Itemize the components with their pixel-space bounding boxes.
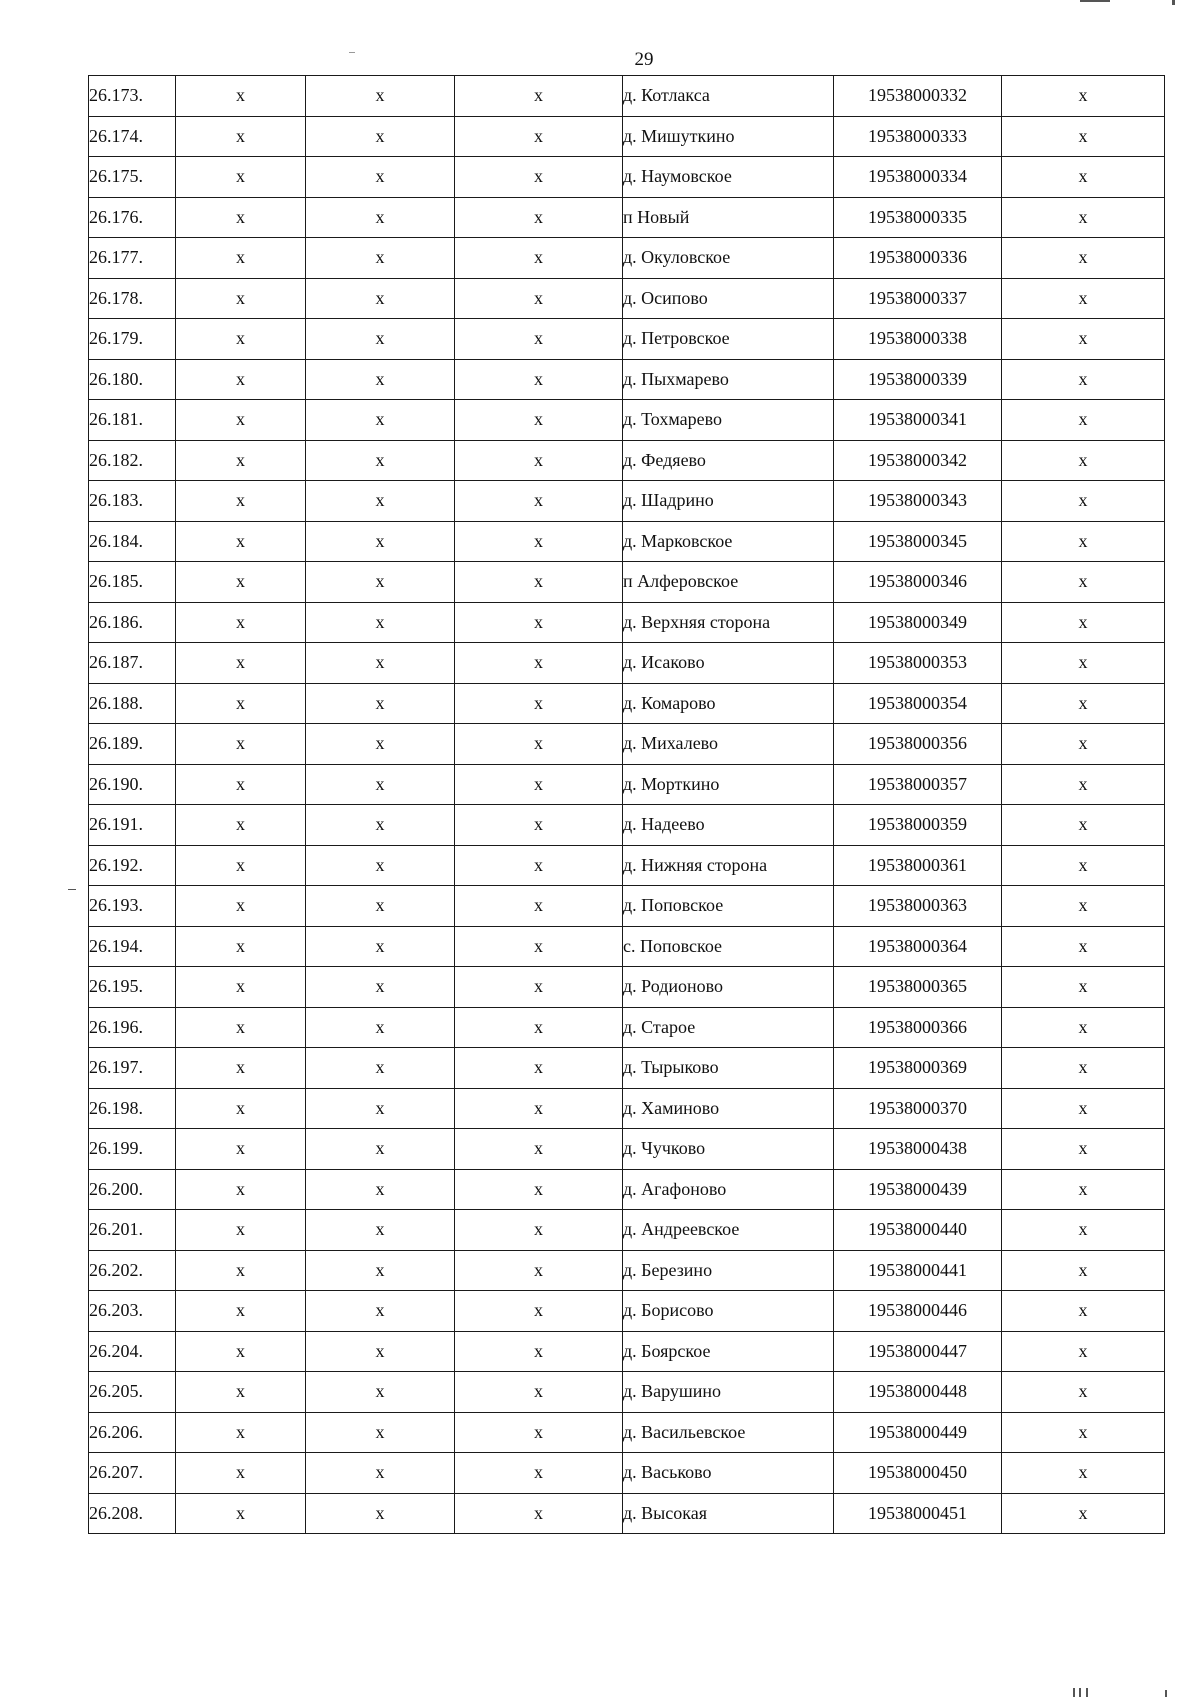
column-2-cell: x: [176, 319, 306, 360]
column-3-cell: x: [306, 886, 455, 927]
table-row: [89, 359, 1165, 400]
column-7-cell: x: [1002, 197, 1165, 238]
row-number-cell: 26.183.: [89, 481, 176, 522]
column-4-cell: x: [455, 521, 623, 562]
column-3-cell: x: [306, 238, 455, 279]
row-number-cell: 26.204.: [89, 1331, 176, 1372]
column-3-cell: x: [306, 278, 455, 319]
column-7-cell: x: [1002, 1331, 1165, 1372]
oktmo-code-cell: 19538000337: [834, 278, 1002, 319]
settlement-name-cell: д. Чучково: [623, 1129, 834, 1170]
column-4-cell: x: [455, 400, 623, 441]
settlement-name-cell: д. Родионово: [623, 967, 834, 1008]
settlement-name-cell: д. Осипово: [623, 278, 834, 319]
column-4-cell: x: [455, 481, 623, 522]
column-4-cell: x: [455, 926, 623, 967]
oktmo-code-cell: 19538000333: [834, 116, 1002, 157]
settlement-name-cell: д. Тырыково: [623, 1048, 834, 1089]
settlement-name-cell: д. Хаминово: [623, 1088, 834, 1129]
oktmo-code-cell: 19538000447: [834, 1331, 1002, 1372]
column-4-cell: x: [455, 724, 623, 765]
column-2-cell: x: [176, 562, 306, 603]
table-row: [89, 1210, 1165, 1251]
column-4-cell: x: [455, 1291, 623, 1332]
column-2-cell: x: [176, 1412, 306, 1453]
column-7-cell: x: [1002, 76, 1165, 117]
column-2-cell: x: [176, 1291, 306, 1332]
column-7-cell: x: [1002, 643, 1165, 684]
table-row: [89, 400, 1165, 441]
row-number-cell: 26.191.: [89, 805, 176, 846]
oktmo-code-cell: 19538000349: [834, 602, 1002, 643]
column-7-cell: x: [1002, 278, 1165, 319]
column-2-cell: x: [176, 926, 306, 967]
row-number-cell: 26.200.: [89, 1169, 176, 1210]
column-7-cell: x: [1002, 602, 1165, 643]
column-3-cell: x: [306, 197, 455, 238]
table-row: [89, 724, 1165, 765]
oktmo-code-cell: 19538000369: [834, 1048, 1002, 1089]
table-row: [89, 440, 1165, 481]
column-7-cell: x: [1002, 562, 1165, 603]
row-number-cell: 26.199.: [89, 1129, 176, 1170]
table-row: [89, 1331, 1165, 1372]
column-7-cell: x: [1002, 116, 1165, 157]
column-2-cell: x: [176, 683, 306, 724]
row-number-cell: 26.188.: [89, 683, 176, 724]
table-row: [89, 157, 1165, 198]
table-row: [89, 1129, 1165, 1170]
column-3-cell: x: [306, 926, 455, 967]
column-2-cell: x: [176, 643, 306, 684]
column-3-cell: x: [306, 764, 455, 805]
scan-artifact-top-center: [349, 52, 355, 53]
column-3-cell: x: [306, 1331, 455, 1372]
table-row: [89, 76, 1165, 117]
oktmo-code-cell: 19538000450: [834, 1453, 1002, 1494]
column-4-cell: x: [455, 805, 623, 846]
column-4-cell: x: [455, 238, 623, 279]
table-row: [89, 845, 1165, 886]
column-3-cell: x: [306, 157, 455, 198]
column-7-cell: x: [1002, 967, 1165, 1008]
column-3-cell: x: [306, 1250, 455, 1291]
column-3-cell: x: [306, 1372, 455, 1413]
oktmo-code-cell: 19538000451: [834, 1493, 1002, 1534]
oktmo-code-cell: 19538000438: [834, 1129, 1002, 1170]
scan-artifact-top-right: [1080, 0, 1110, 2]
table-row: [89, 683, 1165, 724]
row-number-cell: 26.195.: [89, 967, 176, 1008]
table-row: [89, 967, 1165, 1008]
column-2-cell: x: [176, 1250, 306, 1291]
oktmo-code-cell: 19538000441: [834, 1250, 1002, 1291]
row-number-cell: 26.187.: [89, 643, 176, 684]
column-3-cell: x: [306, 805, 455, 846]
oktmo-code-cell: 19538000370: [834, 1088, 1002, 1129]
scan-artifact-bottom-4: [1165, 1690, 1167, 1697]
column-4-cell: x: [455, 1210, 623, 1251]
table-row: [89, 1412, 1165, 1453]
table-row: [89, 238, 1165, 279]
column-2-cell: x: [176, 197, 306, 238]
settlement-name-cell: д. Агафоново: [623, 1169, 834, 1210]
settlement-name-cell: д. Березино: [623, 1250, 834, 1291]
oktmo-code-cell: 19538000335: [834, 197, 1002, 238]
oktmo-code-cell: 19538000361: [834, 845, 1002, 886]
column-7-cell: x: [1002, 1372, 1165, 1413]
row-number-cell: 26.174.: [89, 116, 176, 157]
oktmo-code-cell: 19538000446: [834, 1291, 1002, 1332]
table-body: [89, 76, 1165, 1534]
table-row: [89, 521, 1165, 562]
table-row: [89, 1372, 1165, 1413]
column-2-cell: x: [176, 481, 306, 522]
column-7-cell: x: [1002, 1088, 1165, 1129]
column-7-cell: x: [1002, 481, 1165, 522]
column-2-cell: x: [176, 521, 306, 562]
oktmo-code-cell: 19538000354: [834, 683, 1002, 724]
row-number-cell: 26.205.: [89, 1372, 176, 1413]
scan-artifact-left-margin: [68, 889, 76, 890]
column-7-cell: x: [1002, 886, 1165, 927]
column-7-cell: x: [1002, 845, 1165, 886]
settlement-name-cell: д. Тохмарево: [623, 400, 834, 441]
row-number-cell: 26.207.: [89, 1453, 176, 1494]
column-4-cell: x: [455, 562, 623, 603]
column-2-cell: x: [176, 1129, 306, 1170]
column-2-cell: x: [176, 602, 306, 643]
column-7-cell: x: [1002, 1048, 1165, 1089]
column-2-cell: x: [176, 1007, 306, 1048]
oktmo-code-cell: 19538000364: [834, 926, 1002, 967]
settlement-name-cell: д. Комарово: [623, 683, 834, 724]
column-3-cell: x: [306, 359, 455, 400]
column-7-cell: x: [1002, 440, 1165, 481]
oktmo-code-cell: 19538000342: [834, 440, 1002, 481]
settlement-name-cell: д. Наумовское: [623, 157, 834, 198]
oktmo-code-cell: 19538000439: [834, 1169, 1002, 1210]
oktmo-code-cell: 19538000336: [834, 238, 1002, 279]
column-3-cell: x: [306, 1048, 455, 1089]
column-4-cell: x: [455, 278, 623, 319]
column-4-cell: x: [455, 359, 623, 400]
column-7-cell: x: [1002, 400, 1165, 441]
settlement-name-cell: д. Старое: [623, 1007, 834, 1048]
column-2-cell: x: [176, 1372, 306, 1413]
column-4-cell: x: [455, 1493, 623, 1534]
settlement-name-cell: д. Борисово: [623, 1291, 834, 1332]
settlement-name-cell: д. Пыхмарево: [623, 359, 834, 400]
row-number-cell: 26.182.: [89, 440, 176, 481]
table-row: [89, 805, 1165, 846]
settlement-name-cell: д. Федяево: [623, 440, 834, 481]
column-3-cell: x: [306, 319, 455, 360]
column-7-cell: x: [1002, 1210, 1165, 1251]
column-3-cell: x: [306, 1169, 455, 1210]
column-4-cell: x: [455, 1129, 623, 1170]
scan-artifact-top-right-2: [1172, 0, 1175, 5]
row-number-cell: 26.190.: [89, 764, 176, 805]
table-row: [89, 1169, 1165, 1210]
row-number-cell: 26.173.: [89, 76, 176, 117]
column-3-cell: x: [306, 845, 455, 886]
oktmo-code-cell: 19538000448: [834, 1372, 1002, 1413]
scan-artifact-bottom-1: [1073, 1688, 1075, 1697]
row-number-cell: 26.181.: [89, 400, 176, 441]
column-3-cell: x: [306, 1088, 455, 1129]
oktmo-code-cell: 19538000357: [834, 764, 1002, 805]
column-4-cell: x: [455, 1412, 623, 1453]
column-2-cell: x: [176, 805, 306, 846]
column-4-cell: x: [455, 764, 623, 805]
column-4-cell: x: [455, 197, 623, 238]
column-3-cell: x: [306, 1453, 455, 1494]
settlement-name-cell: д. Надеево: [623, 805, 834, 846]
column-4-cell: x: [455, 116, 623, 157]
row-number-cell: 26.203.: [89, 1291, 176, 1332]
column-3-cell: x: [306, 562, 455, 603]
column-2-cell: x: [176, 1210, 306, 1251]
table-row: [89, 643, 1165, 684]
column-2-cell: x: [176, 1453, 306, 1494]
table-row: [89, 1453, 1165, 1494]
column-4-cell: x: [455, 967, 623, 1008]
column-4-cell: x: [455, 643, 623, 684]
oktmo-code-cell: 19538000366: [834, 1007, 1002, 1048]
column-2-cell: x: [176, 1088, 306, 1129]
table-row: [89, 481, 1165, 522]
row-number-cell: 26.175.: [89, 157, 176, 198]
oktmo-code-cell: 19538000334: [834, 157, 1002, 198]
row-number-cell: 26.198.: [89, 1088, 176, 1129]
column-4-cell: x: [455, 1453, 623, 1494]
column-7-cell: x: [1002, 683, 1165, 724]
column-3-cell: x: [306, 683, 455, 724]
table-row: [89, 886, 1165, 927]
table-row: [89, 1291, 1165, 1332]
row-number-cell: 26.206.: [89, 1412, 176, 1453]
column-7-cell: x: [1002, 1412, 1165, 1453]
column-4-cell: x: [455, 1088, 623, 1129]
column-3-cell: x: [306, 602, 455, 643]
column-4-cell: x: [455, 1007, 623, 1048]
table-row: [89, 1088, 1165, 1129]
column-3-cell: x: [306, 1007, 455, 1048]
column-2-cell: x: [176, 116, 306, 157]
row-number-cell: 26.208.: [89, 1493, 176, 1534]
table-row: [89, 197, 1165, 238]
settlement-name-cell: д. Высокая: [623, 1493, 834, 1534]
settlement-name-cell: п Новый: [623, 197, 834, 238]
column-7-cell: x: [1002, 238, 1165, 279]
column-2-cell: x: [176, 440, 306, 481]
column-3-cell: x: [306, 967, 455, 1008]
column-4-cell: x: [455, 76, 623, 117]
column-7-cell: x: [1002, 521, 1165, 562]
row-number-cell: 26.180.: [89, 359, 176, 400]
scan-artifact-bottom-3: [1086, 1688, 1088, 1697]
column-2-cell: x: [176, 359, 306, 400]
row-number-cell: 26.196.: [89, 1007, 176, 1048]
oktmo-code-cell: 19538000363: [834, 886, 1002, 927]
table-row: [89, 1048, 1165, 1089]
oktmo-code-cell: 19538000345: [834, 521, 1002, 562]
column-7-cell: x: [1002, 319, 1165, 360]
column-7-cell: x: [1002, 1007, 1165, 1048]
table-row: [89, 1493, 1165, 1534]
column-4-cell: x: [455, 1372, 623, 1413]
table-row: [89, 116, 1165, 157]
row-number-cell: 26.176.: [89, 197, 176, 238]
row-number-cell: 26.177.: [89, 238, 176, 279]
column-3-cell: x: [306, 76, 455, 117]
settlement-name-cell: д. Васьково: [623, 1453, 834, 1494]
column-2-cell: x: [176, 886, 306, 927]
column-2-cell: x: [176, 967, 306, 1008]
table-row: [89, 926, 1165, 967]
column-3-cell: x: [306, 724, 455, 765]
column-4-cell: x: [455, 845, 623, 886]
row-number-cell: 26.189.: [89, 724, 176, 765]
column-4-cell: x: [455, 886, 623, 927]
column-3-cell: x: [306, 1210, 455, 1251]
settlement-name-cell: д. Котлакса: [623, 76, 834, 117]
column-2-cell: x: [176, 76, 306, 117]
settlement-name-cell: д. Мишуткино: [623, 116, 834, 157]
settlement-name-cell: д. Поповское: [623, 886, 834, 927]
settlement-name-cell: д. Нижняя сторона: [623, 845, 834, 886]
column-7-cell: x: [1002, 926, 1165, 967]
row-number-cell: 26.184.: [89, 521, 176, 562]
row-number-cell: 26.194.: [89, 926, 176, 967]
table-row: [89, 1250, 1165, 1291]
column-3-cell: x: [306, 481, 455, 522]
column-3-cell: x: [306, 643, 455, 684]
column-4-cell: x: [455, 319, 623, 360]
row-number-cell: 26.197.: [89, 1048, 176, 1089]
column-7-cell: x: [1002, 1291, 1165, 1332]
column-7-cell: x: [1002, 724, 1165, 765]
row-number-cell: 26.201.: [89, 1210, 176, 1251]
settlement-name-cell: д. Шадрино: [623, 481, 834, 522]
table-row: [89, 562, 1165, 603]
settlement-name-cell: д. Варушино: [623, 1372, 834, 1413]
column-2-cell: x: [176, 238, 306, 279]
table-row: [89, 764, 1165, 805]
column-2-cell: x: [176, 764, 306, 805]
oktmo-code-cell: 19538000356: [834, 724, 1002, 765]
settlement-name-cell: д. Петровское: [623, 319, 834, 360]
row-number-cell: 26.202.: [89, 1250, 176, 1291]
oktmo-code-cell: 19538000343: [834, 481, 1002, 522]
column-3-cell: x: [306, 1129, 455, 1170]
column-7-cell: x: [1002, 764, 1165, 805]
column-7-cell: x: [1002, 359, 1165, 400]
column-7-cell: x: [1002, 1493, 1165, 1534]
column-4-cell: x: [455, 1250, 623, 1291]
column-3-cell: x: [306, 1493, 455, 1534]
page-number: 29: [634, 49, 654, 70]
column-2-cell: x: [176, 1493, 306, 1534]
oktmo-code-cell: 19538000341: [834, 400, 1002, 441]
column-7-cell: x: [1002, 157, 1165, 198]
settlement-name-cell: п Алферовское: [623, 562, 834, 603]
column-2-cell: x: [176, 1331, 306, 1372]
row-number-cell: 26.179.: [89, 319, 176, 360]
column-2-cell: x: [176, 1169, 306, 1210]
oktmo-code-cell: 19538000353: [834, 643, 1002, 684]
column-7-cell: x: [1002, 1129, 1165, 1170]
oktmo-code-cell: 19538000339: [834, 359, 1002, 400]
row-number-cell: 26.178.: [89, 278, 176, 319]
table-row: [89, 319, 1165, 360]
column-3-cell: x: [306, 440, 455, 481]
column-2-cell: x: [176, 724, 306, 765]
oktmo-code-cell: 19538000346: [834, 562, 1002, 603]
column-4-cell: x: [455, 157, 623, 198]
column-3-cell: x: [306, 1291, 455, 1332]
table-row: [89, 278, 1165, 319]
oktmo-code-cell: 19538000449: [834, 1412, 1002, 1453]
row-number-cell: 26.193.: [89, 886, 176, 927]
oktmo-code-cell: 19538000332: [834, 76, 1002, 117]
column-3-cell: x: [306, 116, 455, 157]
column-3-cell: x: [306, 521, 455, 562]
column-4-cell: x: [455, 683, 623, 724]
settlements-table: [88, 75, 1165, 1534]
column-4-cell: x: [455, 602, 623, 643]
settlement-name-cell: д. Боярское: [623, 1331, 834, 1372]
oktmo-code-cell: 19538000359: [834, 805, 1002, 846]
oktmo-code-cell: 19538000338: [834, 319, 1002, 360]
column-4-cell: x: [455, 1331, 623, 1372]
settlement-name-cell: д. Андреевское: [623, 1210, 834, 1251]
row-number-cell: 26.185.: [89, 562, 176, 603]
settlement-name-cell: д. Исаково: [623, 643, 834, 684]
column-3-cell: x: [306, 1412, 455, 1453]
column-7-cell: x: [1002, 805, 1165, 846]
oktmo-code-cell: 19538000440: [834, 1210, 1002, 1251]
settlement-name-cell: д. Васильевское: [623, 1412, 834, 1453]
column-4-cell: x: [455, 1048, 623, 1089]
column-7-cell: x: [1002, 1169, 1165, 1210]
column-2-cell: x: [176, 400, 306, 441]
column-2-cell: x: [176, 1048, 306, 1089]
column-2-cell: x: [176, 157, 306, 198]
table-row: [89, 1007, 1165, 1048]
settlement-name-cell: д. Окуловское: [623, 238, 834, 279]
column-2-cell: x: [176, 278, 306, 319]
settlement-name-cell: д. Морткино: [623, 764, 834, 805]
settlement-name-cell: д. Марковское: [623, 521, 834, 562]
table-row: [89, 602, 1165, 643]
oktmo-code-cell: 19538000365: [834, 967, 1002, 1008]
column-7-cell: x: [1002, 1453, 1165, 1494]
settlement-name-cell: с. Поповское: [623, 926, 834, 967]
column-7-cell: x: [1002, 1250, 1165, 1291]
row-number-cell: 26.192.: [89, 845, 176, 886]
settlement-name-cell: д. Михалево: [623, 724, 834, 765]
settlement-name-cell: д. Верхняя сторона: [623, 602, 834, 643]
scan-artifact-bottom-2: [1079, 1688, 1081, 1697]
column-4-cell: x: [455, 440, 623, 481]
column-2-cell: x: [176, 845, 306, 886]
column-4-cell: x: [455, 1169, 623, 1210]
row-number-cell: 26.186.: [89, 602, 176, 643]
column-3-cell: x: [306, 400, 455, 441]
